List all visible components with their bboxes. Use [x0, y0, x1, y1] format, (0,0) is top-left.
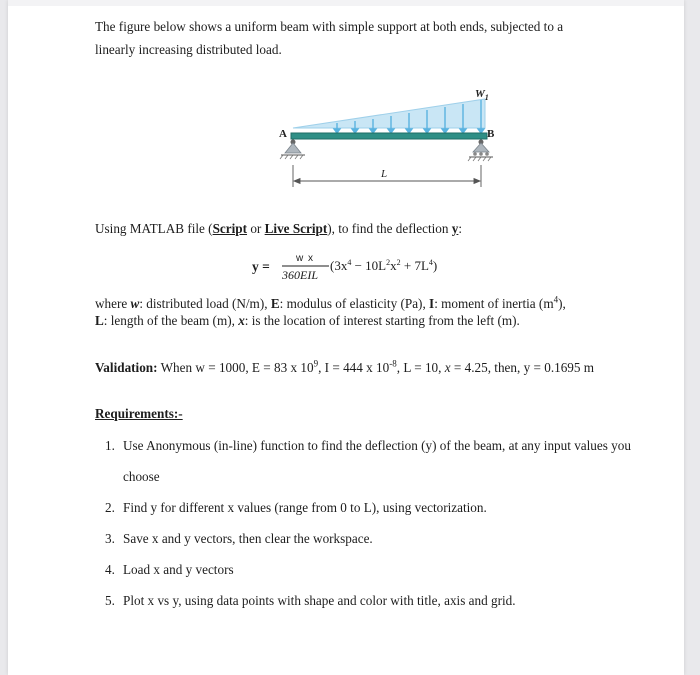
load-distribution — [293, 99, 485, 128]
support-b-label: B — [487, 128, 495, 140]
list-item-continuation: choose — [123, 469, 160, 484]
script-link: Script — [212, 221, 248, 236]
intro-line-1: The figure below shows a uniform beam with simple support at both ends, subjected to a — [95, 19, 564, 34]
list-item: 1. Use Anonymous (in-line) function to find the deflection (y) of the beam, at any input values you — [105, 438, 631, 453]
svg-text:y =: y = — [252, 259, 270, 274]
svg-text:360EIL: 360EIL — [282, 268, 318, 282]
live-script-link: Live Script — [264, 221, 328, 236]
svg-text:w x: w x — [296, 253, 314, 264]
beam-diagram — [263, 85, 503, 195]
where-line-1: where w: distributed load (N/m), E: modulus of elasticity (Pa), I: moment of inertia $(m^4)$, — [95, 294, 566, 311]
pin-support-a — [280, 140, 305, 160]
requirements-heading: Requirements:- — [95, 406, 183, 421]
using-matlab-line: Using MATLAB file (Script or Live Script), to find the deflection y: — [95, 221, 463, 236]
roller-support-b — [468, 140, 493, 162]
document-page — [8, 0, 684, 675]
validation-line: Validation: When w = 1000, E = 83 x $10^9$, I = 444 x $10^{-8}$, L = 10, x = 4.25, then, y = 0.1695 m — [95, 358, 595, 375]
intro-line-2: linearly increasing distributed load. — [95, 42, 282, 57]
length-label: L — [381, 168, 388, 180]
svg-text:(3x4 − 10L2x2 + 7L4): $(3x^4 - 10L^2x^2 + 7L^4)$ — [330, 258, 438, 273]
load-label: $W_1$ — [475, 88, 489, 102]
list-item: 5. Plot x vs y, using data points with shape and color with title, axis and grid. — [105, 593, 516, 608]
list-item: 3. Save x and y vectors, then clear the workspace. — [105, 531, 373, 546]
support-a-label: A — [279, 128, 287, 140]
list-item: 4. Load x and y vectors — [105, 562, 234, 577]
where-line-2: L: length of the beam (m), x: is the location of interest starting from the left (m). — [95, 313, 520, 328]
beam — [291, 133, 487, 139]
deflection-formula — [252, 246, 472, 286]
list-item: 2. Find y for different x values (range from 0 to L), using vectorization. — [105, 500, 487, 515]
page-top-edge — [8, 0, 684, 6]
